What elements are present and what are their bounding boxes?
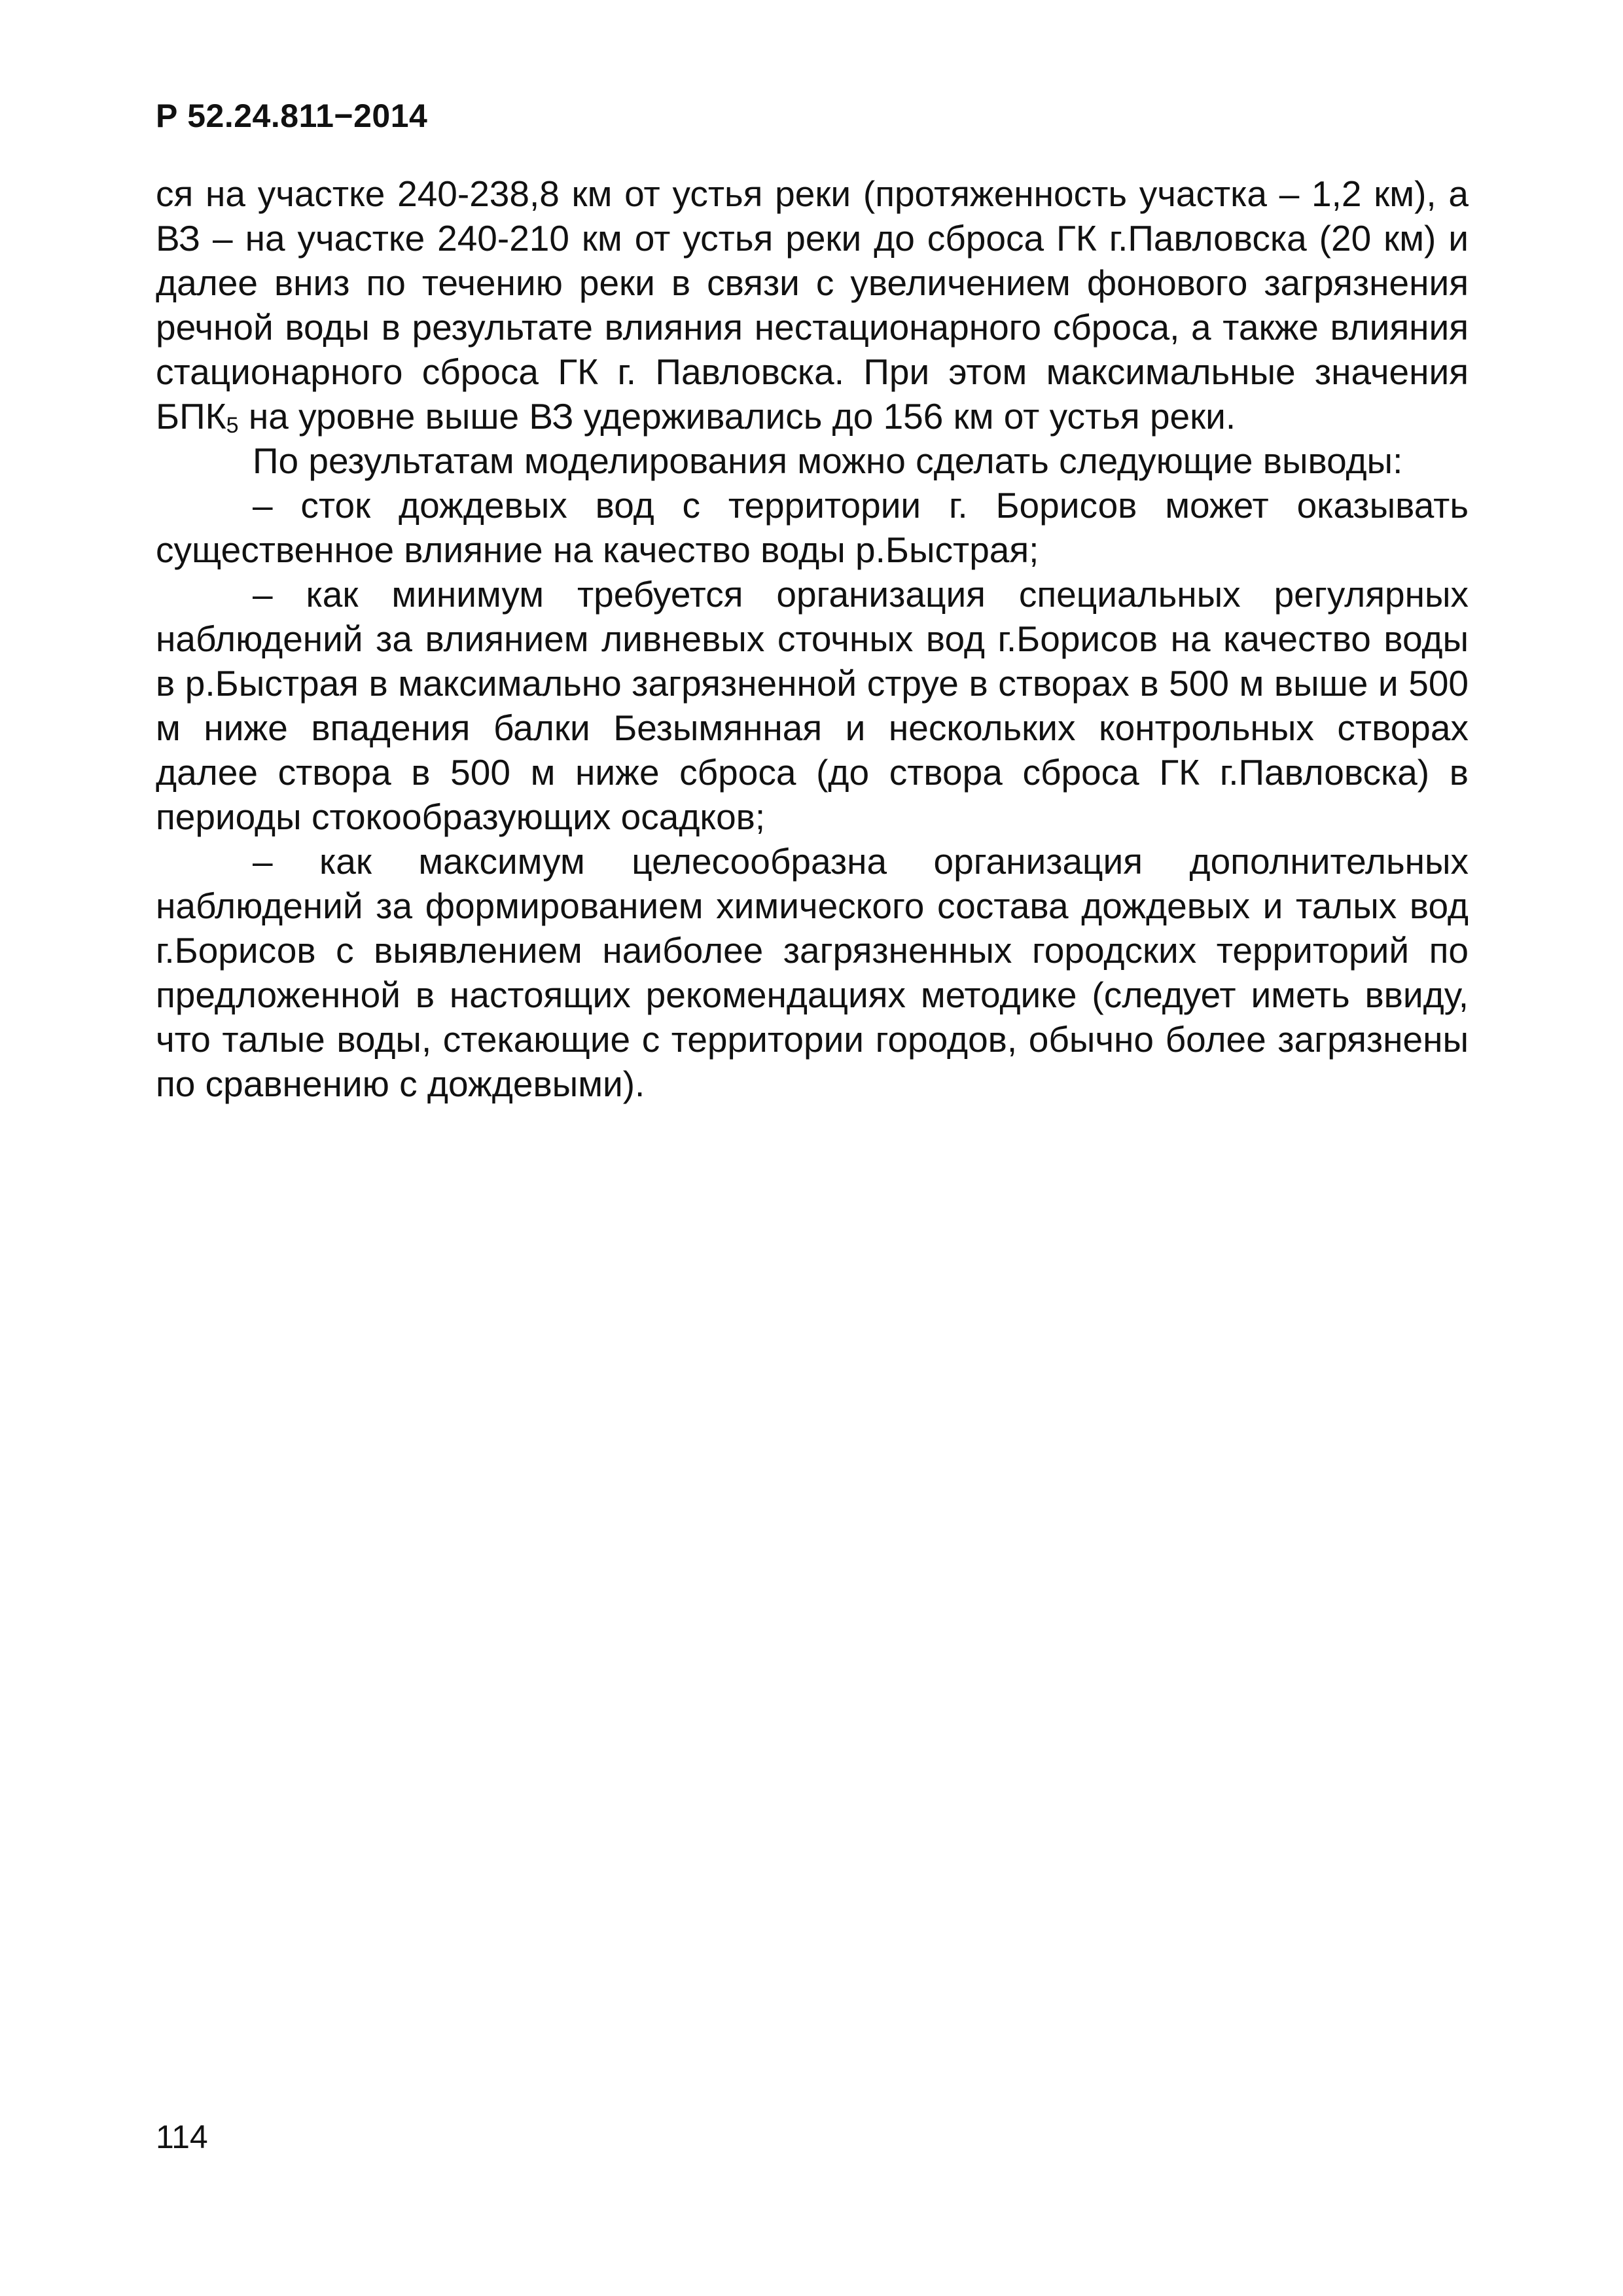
document-code-header: Р 52.24.811−2014 — [156, 98, 428, 134]
document-body — [156, 171, 1469, 1106]
list-item-conclusion-1: – сток дождевых вод с территории г. Борисов может оказывать существенное влияние на качество воды р.Быстрая; — [156, 485, 1469, 570]
paragraph-continuation — [156, 171, 1469, 439]
paragraph-text: на уровне выше ВЗ удерживались до 156 км от устья реки. — [238, 396, 1236, 437]
paragraph-text: ся на участке 240-238,8 км от устья реки (протяженность участка – 1,2 км), а ВЗ – на участке 240-210 км от устья реки до сброса ГК г.Павловска (20 км) и далее вниз по течению реки в связи с увеличением фонового загрязнения речной воды в результате влияния нестационарного сброса, а также влияния стационарного сброса ГК г. Павловска. При этом максимальные значения БПК — [156, 173, 1469, 437]
subscript-index: 5 — [226, 413, 239, 438]
list-item-conclusion-3: – как максимум целесообразна организация дополнительных наблюдений за формированием химического состава дождевых и талых вод г.Борисов с выявлением наиболее загрязненных городских территорий по предложенной в настоящих рекомендациях методике (следует иметь ввиду, что талые воды, стекающие с территории городов, обычно более загрязнены по сравнению с дождевыми). — [156, 841, 1469, 1104]
paragraph-conclusions-intro: По результатам моделирования можно сделать следующие выводы: — [253, 440, 1403, 481]
list-item-conclusion-2: – как минимум требуется организация специальных регулярных наблюдений за влиянием ливневых сточных вод г.Борисов на качество воды в р.Быстрая в максимально загрязненной струе в створах в 500 м выше и 500 м ниже впадения балки Безымянная и нескольких контрольных створах далее створа в 500 м ниже сброса (до створа сброса ГК г.Павловска) в периоды стокообразующих осадков; — [156, 574, 1469, 837]
page-number: 114 — [156, 2119, 208, 2155]
